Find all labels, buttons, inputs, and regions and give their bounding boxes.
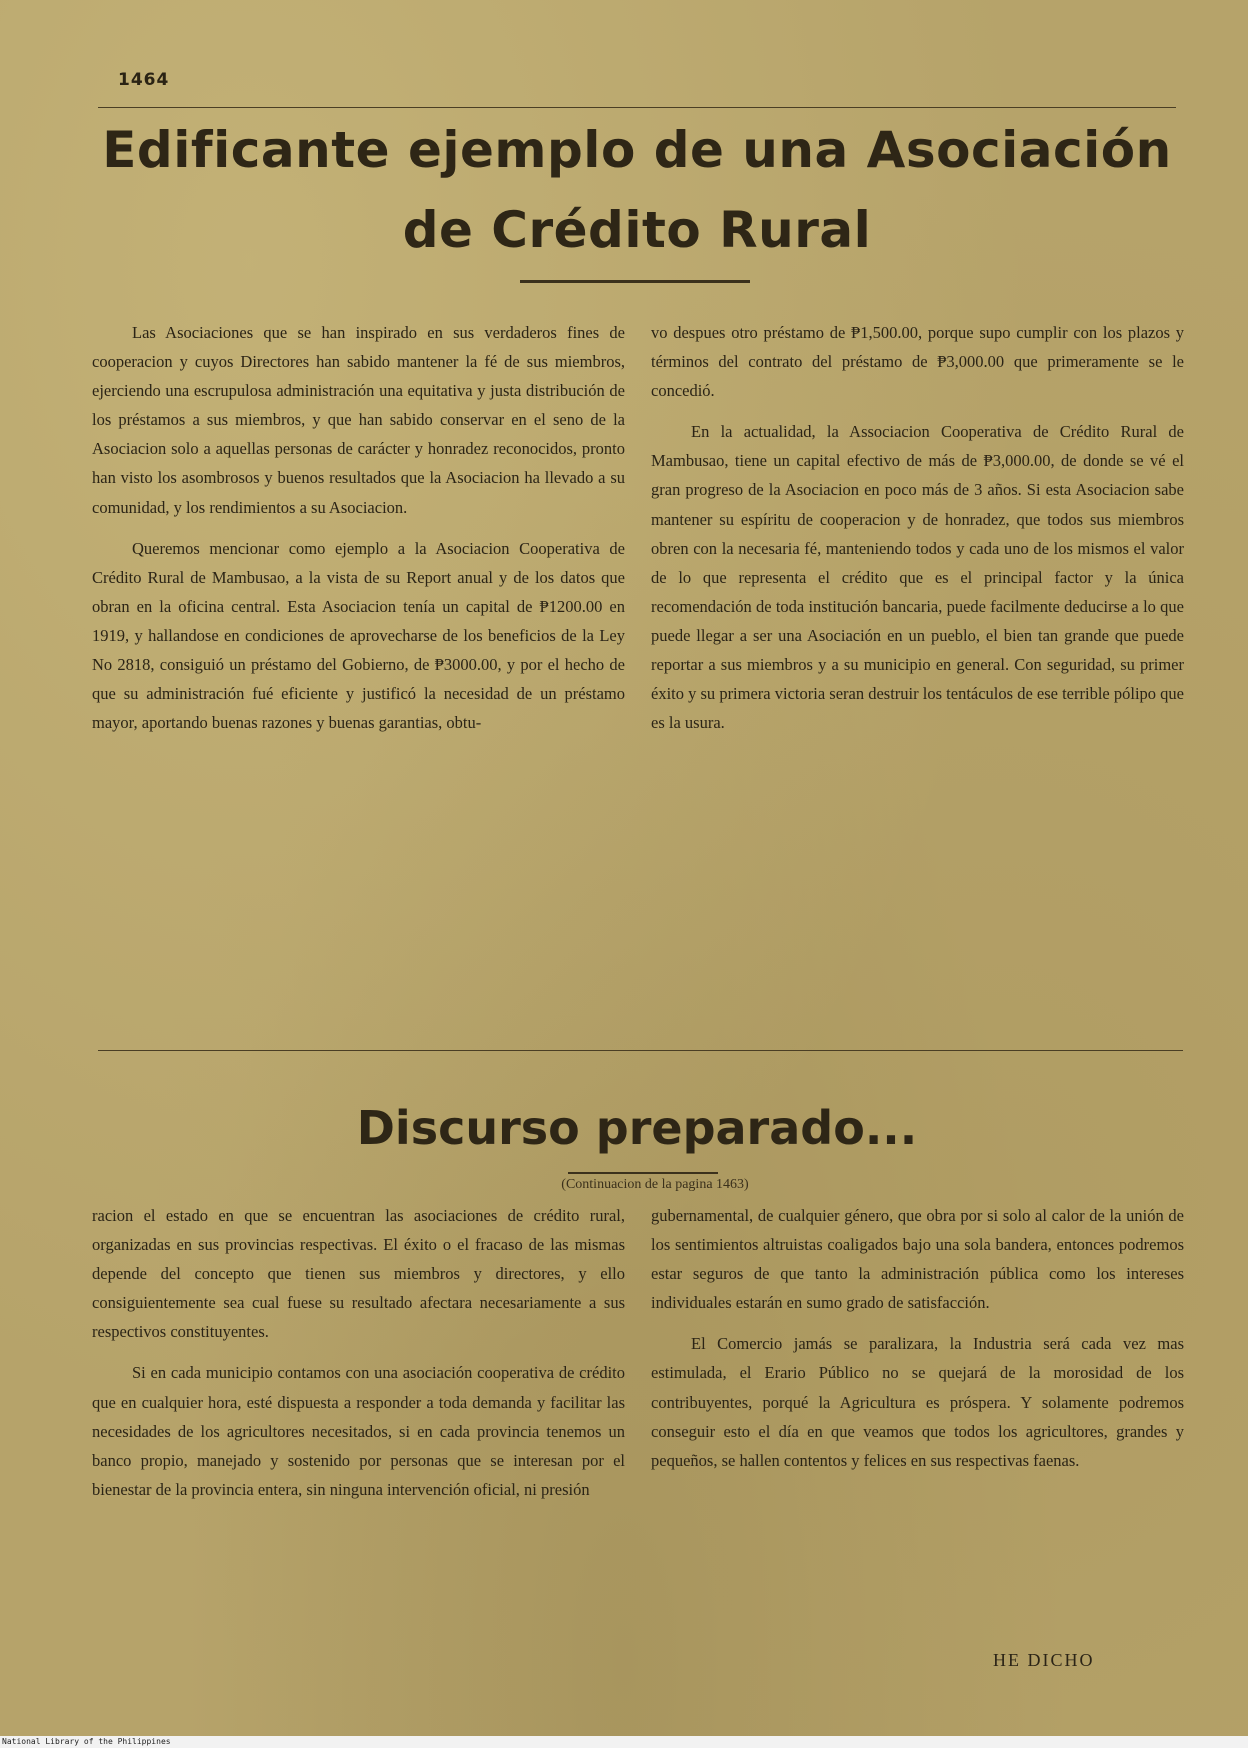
header-rule [98,107,1176,108]
article-2-signature: HE DICHO [993,1650,1095,1670]
article-1-paragraph: En la actualidad, la Associacion Cooperativa de Crédito Rural de Mambusao, tiene un capital efectivo de más de ₱3,000.00, de donde se vé el gran progreso de la Asociacion en poco más de 3 años. Si esta Asociacion sabe mantener su espíritu de cooperacion y de honradez, que todos sus miembros obren con la necesaria fé, manteniendo todos y cada uno de los mismos el valor de lo que representa el crédito que es el principal factor y la única recomendación de toda institución bancaria, puede facilmente deducirse a lo que puede llegar a ser una Asociación en un pueblo, el bien tan grande que puede reportar a sus miembros y a su municipio en general. Con seguridad, su primer éxito y su primera victoria seran destruir los tentáculos de ese terrible pólipo que es la usura. [651,422,1184,733]
article-1-left-column [92,318,625,737]
section-divider [98,1050,1183,1051]
article-2-paragraph: racion el estado en que se encuentran las asociaciones de crédito rural, organizadas en sus provincias respectivas. El éxito o el fracaso de las mismas depende del concepto que tienen sus miembros y directores, y ello consiguientemente sea cual fuese su resultado afectara necesariamente a sus respectivos constituyentes. [92,1206,625,1342]
article-2-paragraph: gubernamental, de cualquier género, que obra por si solo al calor de la unión de los sentimientos altruistas coaligados bajo una sola bandera, entonces podremos estar seguros de que tanto la administración pública como los intereses individuales estarán en sumo grado de satisfacción. [651,1206,1184,1313]
article-1-paragraph: Las Asociaciones que se han inspirado en sus verdaderos fines de cooperacion y cuyos Directores han sabido mantener la fé de sus miembros, ejerciendo una escrupulosa administración una equitativa y justa distribución de los préstamos a sus miembros, y que han sabido conservar en el seno de la Asociacion solo a aquellas personas de carácter y honradez reconocidos, pronto han visto los asombrosos y buenos resultados que la Asociacion ha llevado a su comunidad, y los rendimientos a su Asociacion. [92,323,625,517]
article-1-paragraph: Queremos mencionar como ejemplo a la Asociacion Cooperativa de Crédito Rural de Mambusao, a la vista de su Report anual y de los datos que obran en la oficina central. Esta Asociacion tenía un capital de ₱1200.00 en 1919, y hallandose en condiciones de aprovecharse de los beneficios de la Ley No 2818, consiguió un préstamo del Gobierno, de ₱3000.00, y por el hecho de que su administración fué eficiente y justificó la necesidad de un préstamo mayor, aportando buenas razones y buenas garantias, obtu- [92,538,625,733]
article-2-right-column [651,1201,1184,1475]
footer-strip [0,1736,1248,1748]
continuation-note: (Continuacion de la pagina 1463) [561,1177,749,1192]
title-divider [520,280,750,283]
article-1-title-line-1: Edificante ejemplo de una Asociación [102,121,1172,179]
title-divider [568,1172,718,1174]
article-2-paragraph: Si en cada municipio contamos con una asociación cooperativa de crédito que en cualquier hora, esté dispuesta a responder a toda demanda y facilitar las necesidades de los agricultores necesitados, si en cada provincia tenemos un banco propio, manejado y sostenido por personas que se interesan por el bienestar de la provincia entera, sin ninguna intervención oficial, ni presión [92,1363,625,1499]
footer-credit: National Library of the Philippines [2,1737,171,1746]
article-1-title-line-2: de Crédito Rural [402,201,872,259]
article-2-title: Discurso preparado... [356,1101,918,1155]
article-1-right-column [651,318,1184,737]
article-2-paragraph: El Comercio jamás se paralizara, la Industria será cada vez mas estimulada, el Erario Público no se quejará de la morosidad de los contribuyentes, porqué la Agricultura es próspera. Y solamente podremos conseguir esto el día en que veamos que todos los agricultores, grandes y pequeños, se hallen contentos y felices en sus respectivas faenas. [651,1334,1184,1470]
article-2-left-column [92,1201,625,1504]
page-number: 1464 [118,70,170,90]
article-1-paragraph: vo despues otro préstamo de ₱1,500.00, porque supo cumplir con los plazos y términos del contrato del préstamo de ₱3,000.00 que primeramente se le concedió. [651,323,1184,401]
